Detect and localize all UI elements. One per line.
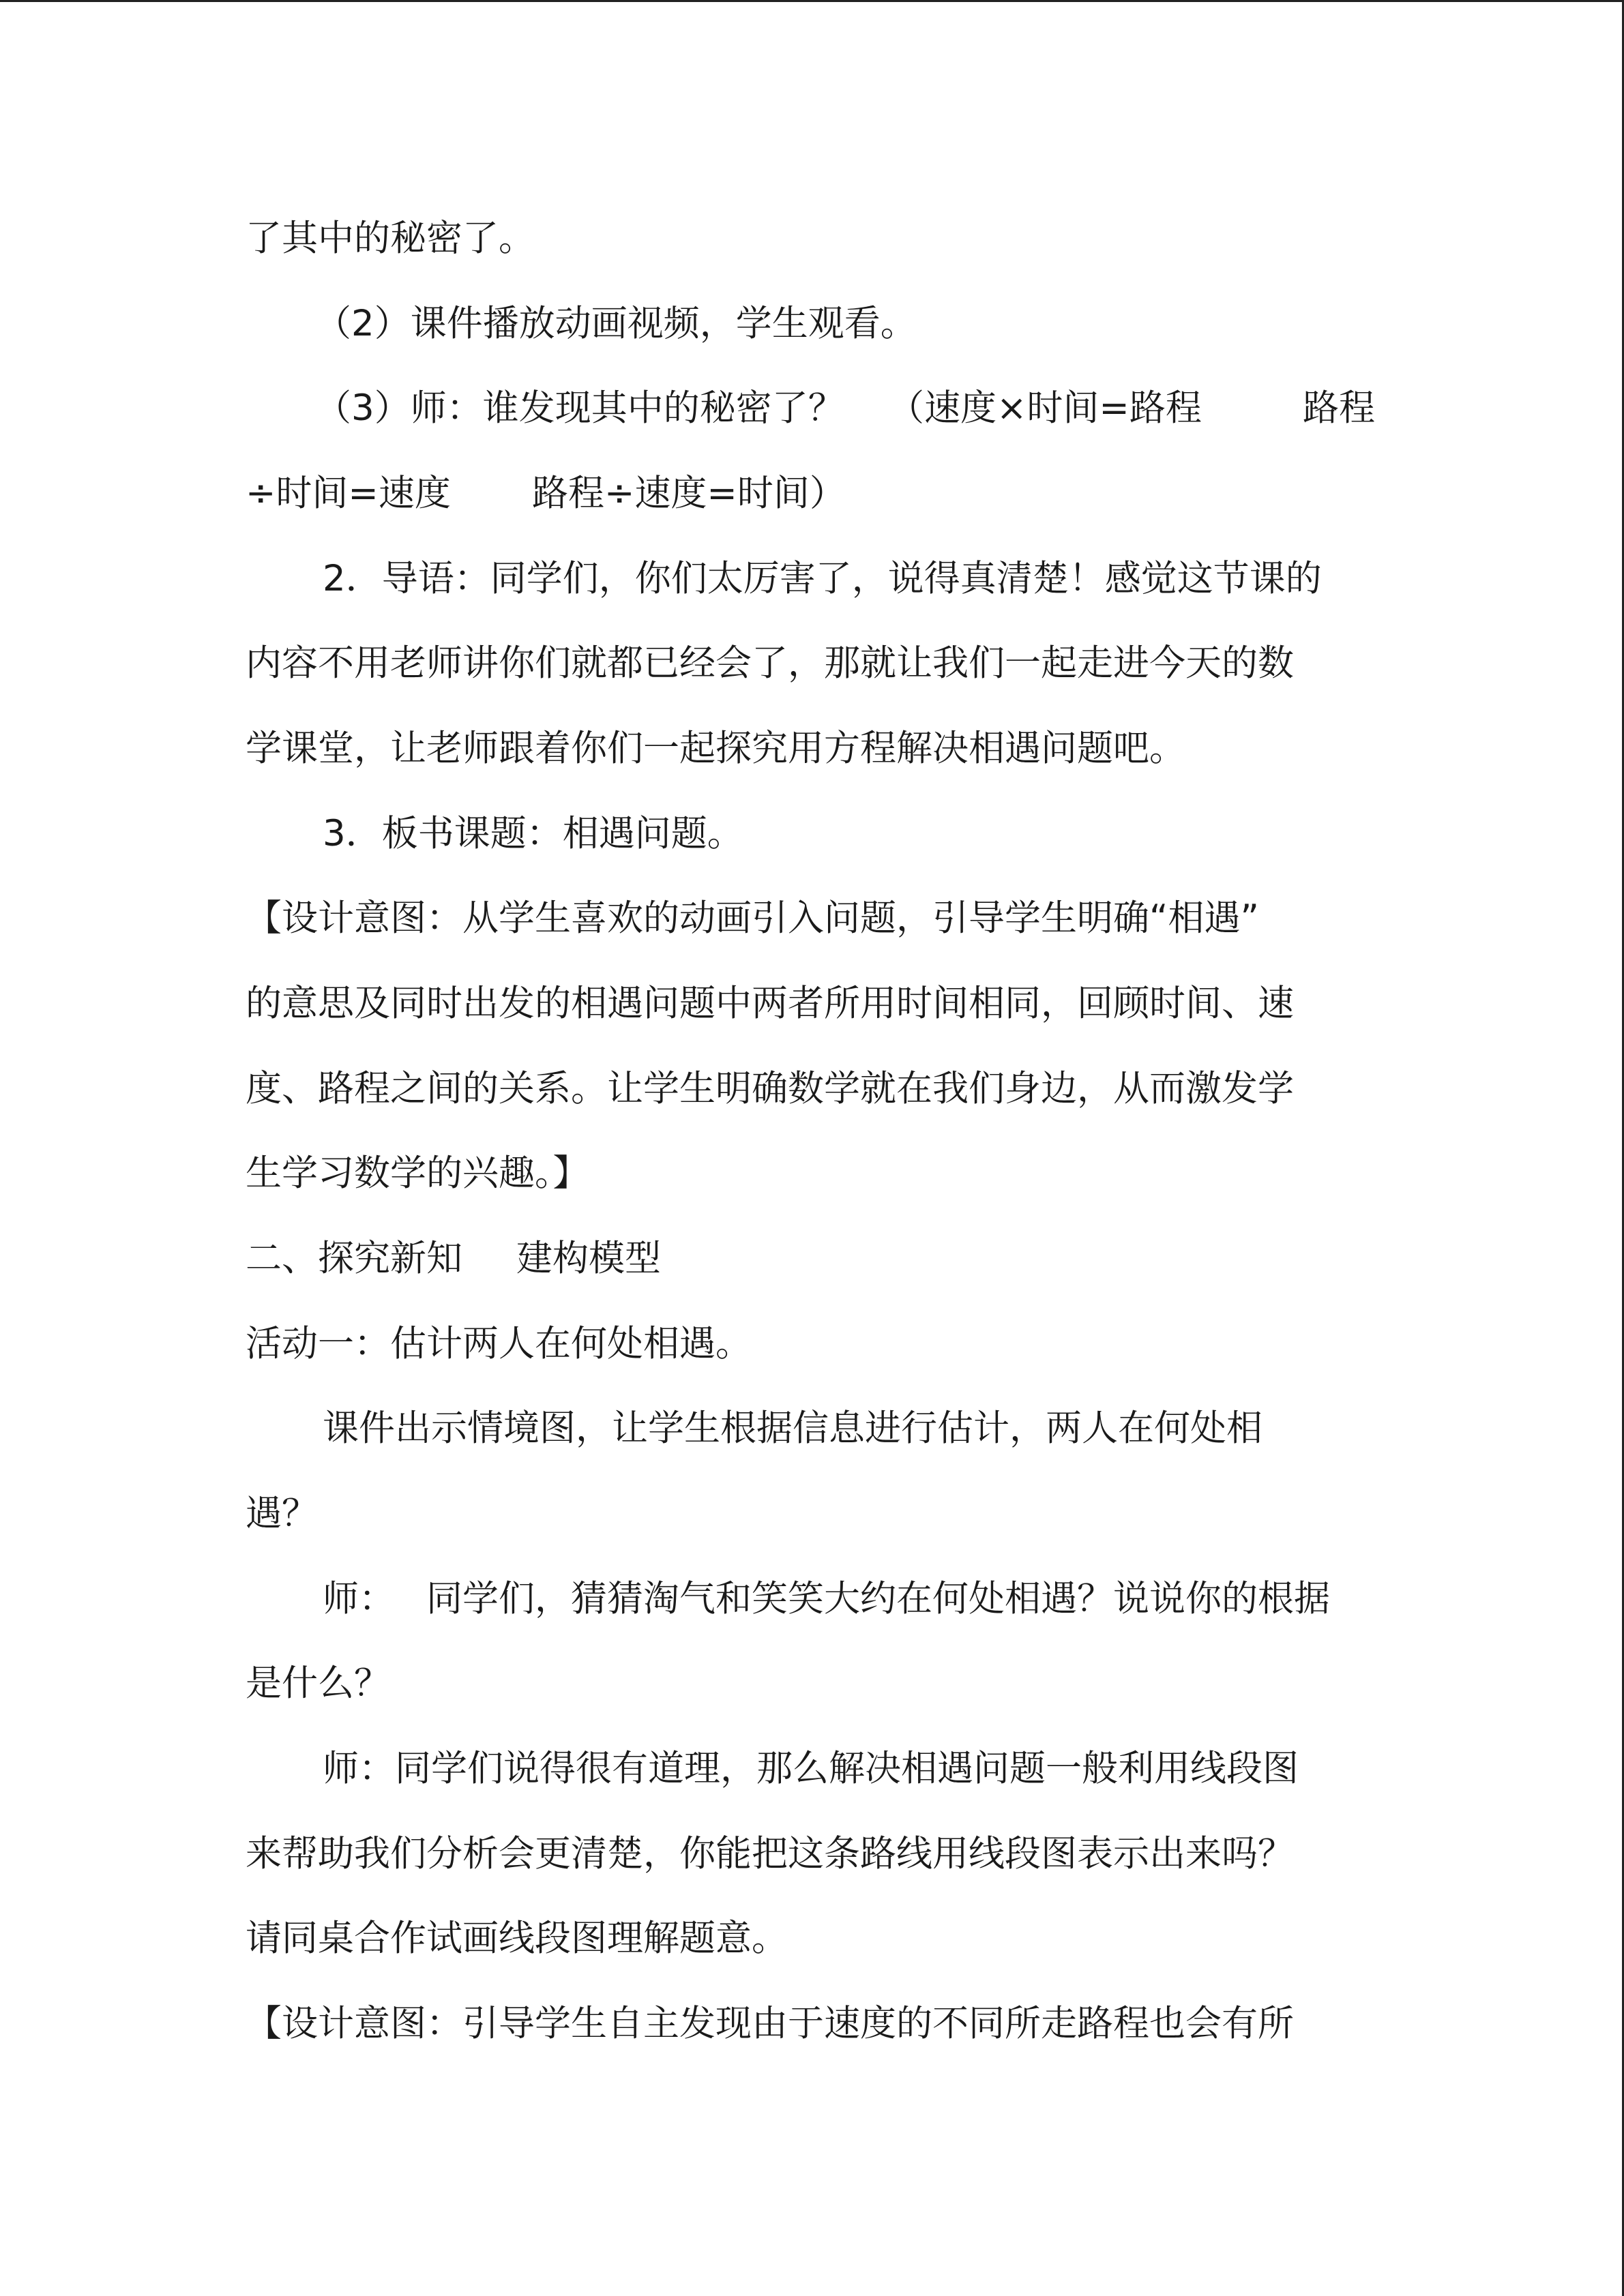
text-line: 3．板书课题：相遇问题。	[323, 813, 743, 854]
text-line: 课件出示情境图，让学生根据信息进行估计，两人在何处相	[323, 1407, 1263, 1449]
text-line: 师：	[323, 1578, 395, 1620]
text-line: 2．导语：同学们，你们太厉害了，说得真清楚！感觉这节课的	[323, 558, 1322, 599]
page-border-top	[0, 0, 1624, 2]
text-line: 同学们，猜猜淘气和笑笑大约在何处相遇？说说你的根据	[426, 1578, 1330, 1620]
text-line: 【设计意图：引导学生自主发现由于速度的不同所走路程也会有所	[246, 2003, 1294, 2044]
text-line: 的意思及同时出发的相遇问题中两者所用时间相同，回顾时间、速	[246, 983, 1294, 1024]
text-line: 活动一：估计两人在何处相遇。	[246, 1323, 752, 1365]
text-line: （速度×时间=路程	[888, 387, 1202, 429]
text-line: 是什么？	[246, 1663, 390, 1704]
text-line: 了其中的秘密了。	[246, 218, 535, 259]
text-line: 【设计意图：从学生喜欢的动画引入问题，引导学生明确“相遇”	[246, 897, 1259, 939]
text-line: 路程÷速度=时间）	[532, 473, 846, 514]
section-heading: 建构模型	[516, 1238, 661, 1279]
text-line: 学课堂，让老师跟着你们一起探究用方程解决相遇问题吧。	[246, 728, 1185, 769]
text-line: （3）师：谁发现其中的秘密了？	[315, 387, 844, 429]
text-line: 来帮助我们分析会更清楚，你能把这条路线用线段图表示出来吗？	[246, 1833, 1294, 1875]
text-line: 师：同学们说得很有道理，那么解决相遇问题一般利用线段图	[323, 1748, 1299, 1789]
text-line: 生学习数学的兴趣。】	[246, 1152, 589, 1194]
section-heading: 二、探究新知	[246, 1238, 462, 1279]
text-line: 度、路程之间的关系。让学生明确数学就在我们身边，从而激发学	[246, 1068, 1294, 1109]
text-line: 遇？	[246, 1493, 318, 1534]
text-line: 请同桌合作试画线段图理解题意。	[246, 1918, 788, 1959]
text-line: （2）课件播放动画视频，学生观看。	[315, 303, 917, 344]
text-line: 内容不用老师讲你们就都已经会了，那就让我们一起走进今天的数	[246, 642, 1294, 684]
text-line: 路程	[1303, 387, 1375, 429]
text-line: ÷时间=速度	[246, 473, 451, 514]
